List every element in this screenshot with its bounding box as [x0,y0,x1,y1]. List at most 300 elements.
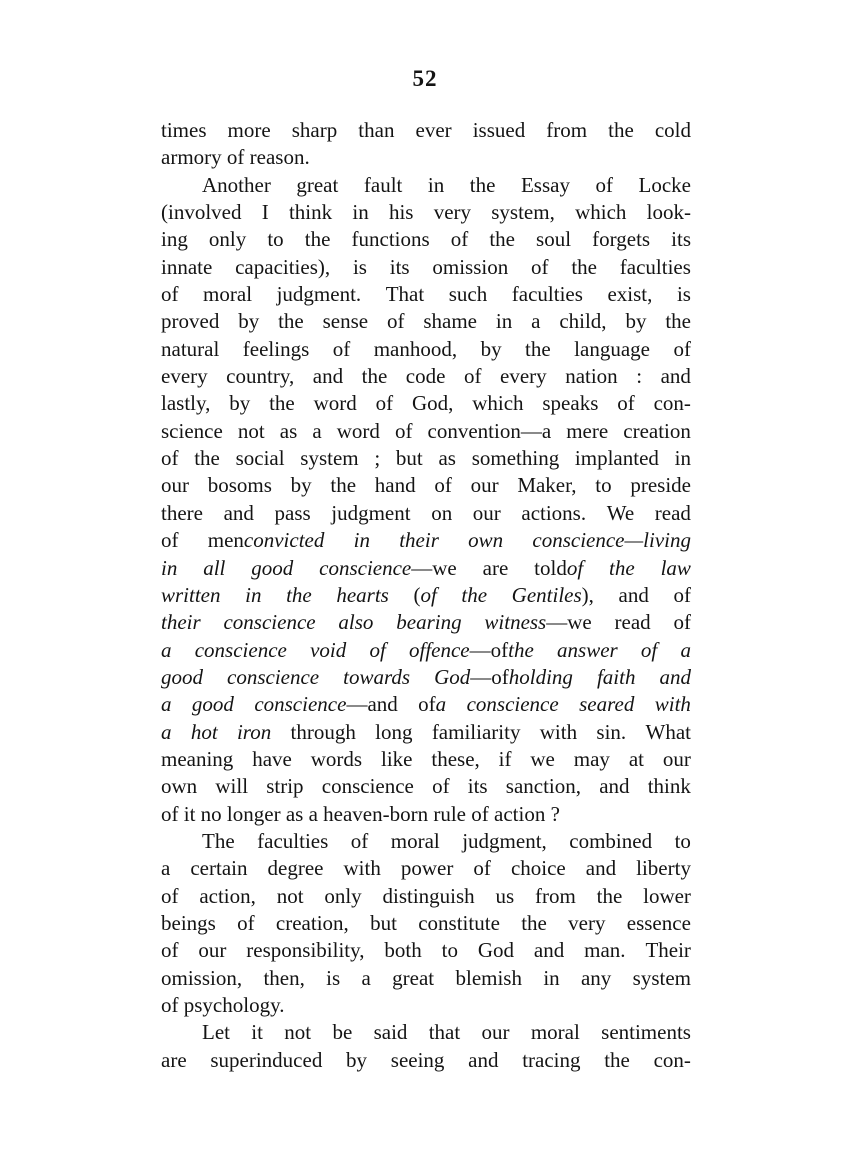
word: and [533,938,565,963]
text-line [161,801,691,828]
word: it [251,1020,263,1045]
text-line [161,910,691,937]
word: of [161,282,179,307]
word: their [399,528,439,553]
word: our [662,746,691,771]
word: Another [202,172,271,197]
word: superinduced [210,1047,323,1072]
word: The [202,828,235,853]
word: of [617,391,635,416]
word: convention—a [427,418,552,443]
word: sin. [596,719,627,744]
word: code [405,364,446,389]
word: with [539,719,578,744]
word: the [194,446,220,471]
word: beings [161,910,216,935]
word: good [191,692,234,717]
word: God [477,938,515,963]
word: (involved [161,200,242,225]
word: judgment [331,500,411,525]
word: and [468,1047,499,1072]
word: are [482,555,509,580]
word: and [585,856,617,881]
text-line [161,555,691,582]
word: in [352,200,369,225]
text-line [161,937,691,964]
word: such [448,282,488,307]
word: meaning [161,746,234,771]
word: with [654,692,691,717]
word: implanted [574,446,659,471]
word: distinguish [382,883,475,908]
word: the [269,391,295,416]
word: country, [226,364,295,389]
word: good [161,664,203,689]
word: fault [363,172,403,197]
text-line [161,418,691,445]
word: and [223,500,254,525]
word: the [604,1047,630,1072]
word: omission [432,254,509,279]
word: faculties [511,282,583,307]
word: something [471,446,560,471]
word: its [389,254,410,279]
word: of [161,801,179,826]
word: by [290,473,312,498]
word: conscience—and [254,692,398,717]
word: of [369,637,386,662]
word: towards [343,664,411,689]
word: actions. [521,500,587,525]
book-text-block [161,117,691,1074]
word: a [680,637,691,662]
word: conscience [227,664,320,689]
word: system, [491,200,555,225]
word: our [481,1020,510,1045]
word: but [395,446,423,471]
word: by [625,309,647,334]
word: to [674,828,691,853]
word: both [384,938,422,963]
word: of [473,856,491,881]
word: it [183,801,196,826]
word: a [161,637,172,662]
word: con- [653,1047,691,1072]
word: is [676,282,691,307]
word: that [428,1020,461,1045]
word: from [535,883,576,908]
word: conscience [194,637,287,662]
page-number: 52 [412,66,438,91]
text-line [161,965,691,992]
word: We [606,500,635,525]
word: conscience [321,774,414,799]
word: its [671,227,691,252]
text-line [161,828,691,855]
text-line [161,199,691,226]
word: answer [557,637,618,662]
text-line [161,637,691,664]
word: forgets [592,227,651,252]
word: void [310,637,347,662]
word: psychology. [183,993,285,1017]
word: of [386,309,405,334]
word: preside [630,473,691,498]
word: of [640,637,658,662]
word: exist, [607,282,653,307]
word: That [385,282,425,307]
word: said [373,1020,408,1045]
word: nation [565,364,618,389]
word: not [284,1020,312,1045]
word: all [203,555,226,580]
word: is [326,965,341,990]
word: of [531,254,549,279]
word: shame [423,309,478,334]
word: heaven-born [323,801,429,826]
word: the [278,309,304,334]
word: menconvicted [207,528,325,553]
word: social [235,446,285,471]
word: soul [536,227,572,252]
text-line [161,773,691,800]
word: (of [413,582,437,607]
word: a [308,801,318,826]
word: any [580,965,612,990]
word: the [286,582,312,607]
word: Locke [638,172,691,197]
word: of [161,528,179,553]
word: system [632,965,691,990]
word: the [461,582,488,607]
word: the [571,254,597,279]
word: of [673,610,691,635]
word: only [324,883,362,908]
word: science [161,418,223,443]
word: creation [623,418,691,443]
word: a [161,856,171,881]
word: our [198,938,227,963]
word: omission, [161,965,243,990]
word: every [161,364,208,389]
word: ofa [418,692,447,717]
word: to [441,938,458,963]
word: capacities), [235,254,331,279]
word: speaks [542,391,599,416]
word: con- [653,391,691,416]
word: our [472,500,501,525]
word: of [434,473,452,498]
word: conscience [466,692,559,717]
text-line [161,883,691,910]
word: than [358,118,395,142]
word: liberty [636,856,691,881]
word: think [647,774,691,799]
text-line [161,445,691,472]
word: seeing [390,1047,445,1072]
word: mere [566,418,609,443]
word: of [673,336,691,361]
word: great [392,965,435,990]
word: offence—ofthe [409,637,534,662]
word: in [543,965,560,990]
word: written [161,582,221,607]
word: creation, [275,910,349,935]
word: conscience [223,610,316,635]
word: the [525,336,551,361]
word: toldof [534,555,584,580]
word: which [472,391,524,416]
word: of [237,910,255,935]
word: power [400,856,454,881]
text-line [161,527,691,554]
word: a [312,418,322,443]
word: read [614,610,651,635]
word: be [332,1020,353,1045]
word: ing [161,227,188,252]
word: in [674,446,691,471]
word: but [370,910,397,935]
text-line [161,1047,691,1074]
word: armory [161,145,222,170]
word: pass [274,500,311,525]
word: action, [199,883,256,908]
word: longer [226,801,281,826]
word: of [161,883,179,908]
word: the [665,309,691,334]
text-line [161,746,691,773]
word: more [227,118,271,142]
word: and [618,582,649,607]
word: the [521,910,547,935]
word: the [330,473,357,498]
word: through [290,719,356,744]
word: judgment. [276,282,362,307]
word: of [161,938,179,963]
word: great [296,172,339,197]
word: God, [411,391,454,416]
word: of [332,336,351,361]
word: by [229,391,251,416]
word: Essay [520,172,570,197]
word: with [343,856,381,881]
word: word [313,391,357,416]
word: to [595,473,612,498]
word: if [498,746,512,771]
word: conscience—living [532,528,691,553]
text-line [161,855,691,882]
word: in [353,528,370,553]
word: ever [415,118,452,142]
word: we [530,746,555,771]
word: the [596,883,623,908]
word: to [267,227,284,252]
word: tracing [522,1047,581,1072]
word: of [375,391,394,416]
word: good [251,555,294,580]
word: of [595,172,613,197]
word: not [237,418,265,443]
word: language [574,336,650,361]
text-line [161,609,691,636]
word: very [568,910,606,935]
text-line [161,144,691,171]
text-line [161,691,691,718]
word: essence [626,910,691,935]
word: us [495,883,515,908]
word: bosoms [207,473,272,498]
word: on [431,500,453,525]
word: faculties [257,828,329,853]
word: issued [472,118,526,142]
word: choice [510,856,566,881]
word: of [471,801,489,826]
word: will [215,774,249,799]
word: are [161,1047,187,1072]
word: witness—we [484,610,592,635]
text-line [161,172,691,199]
word: moral [390,828,440,853]
word: action [494,801,546,826]
word: our [161,473,189,498]
word: may [573,746,610,771]
word: times [161,118,207,142]
word: words [310,746,363,771]
word: these, [431,746,480,771]
word: as [279,418,298,443]
word: in [161,555,178,580]
word: bearing [396,610,462,635]
word: strip [266,774,304,799]
word: think [288,200,333,225]
word: a [161,692,172,717]
word: look- [646,200,691,225]
text-line [161,500,691,527]
word: system [300,446,359,471]
word: of [450,227,469,252]
word: man. [584,938,626,963]
word: sanction, [505,774,582,799]
word: from [546,118,588,142]
word: of [673,582,691,607]
word: is [352,254,367,279]
word: sentiments [601,1020,691,1045]
word: by [480,336,502,361]
word: lower [643,883,691,908]
word: and [659,664,691,689]
word: iron [236,719,272,744]
word: faith [596,664,636,689]
word: only [208,227,247,252]
word: read [654,500,691,525]
word: every [500,364,547,389]
word: at [628,746,644,771]
word: What [645,719,691,744]
word: conscience—we [319,555,457,580]
text-line [161,664,691,691]
word: by [346,1047,368,1072]
text-line [161,281,691,308]
word: hand [374,473,416,498]
word: of [161,446,179,471]
word: his [388,200,414,225]
word: the [469,172,496,197]
word: and [312,364,344,389]
text-line [161,117,691,144]
word: own [161,774,198,799]
word: ; [374,446,381,471]
text-line [161,472,691,499]
word: God—ofholding [434,664,573,689]
word: hearts [336,582,389,607]
text-line [161,582,691,609]
word: blemish [455,965,522,990]
word: own [468,528,504,553]
word: I [261,200,269,225]
word: a [531,309,541,334]
word: functions [351,227,430,252]
text-line [161,336,691,363]
word: also [338,610,374,635]
word: as [285,801,304,826]
word: of [432,774,450,799]
word: : [636,364,643,389]
word: ? [550,801,560,826]
word: moral [203,282,253,307]
word: Gentiles), [511,582,594,607]
word: responsibility, [246,938,365,963]
word: as [438,446,456,471]
text-line [161,719,691,746]
word: innate [161,254,213,279]
word: the [489,227,515,252]
word: like [380,746,413,771]
word: their [161,610,201,635]
word: Their [645,938,691,963]
word: in [427,172,445,197]
word: reason. [249,145,310,170]
word: hot [190,719,218,744]
text-line [161,363,691,390]
word: natural [161,336,220,361]
word: not [276,883,304,908]
word: a [361,965,371,990]
word: of [161,993,179,1017]
word: there [161,500,203,525]
word: cold [654,118,691,142]
word: by [238,309,260,334]
word: combined [569,828,653,853]
word: familiarity [431,719,521,744]
word: of [226,145,245,170]
word: child, [559,309,607,334]
word: its [467,774,488,799]
word: degree [267,856,324,881]
word: in [245,582,262,607]
text-line [161,308,691,335]
word: faculties [619,254,691,279]
word: feelings [242,336,310,361]
word: Maker, [517,473,577,498]
word: the [608,118,634,142]
word: the [361,364,388,389]
word: long [375,719,413,744]
word: the [609,555,635,580]
word: in [495,309,513,334]
word: of [463,364,482,389]
word: sense [322,309,369,334]
word: certain [190,856,248,881]
